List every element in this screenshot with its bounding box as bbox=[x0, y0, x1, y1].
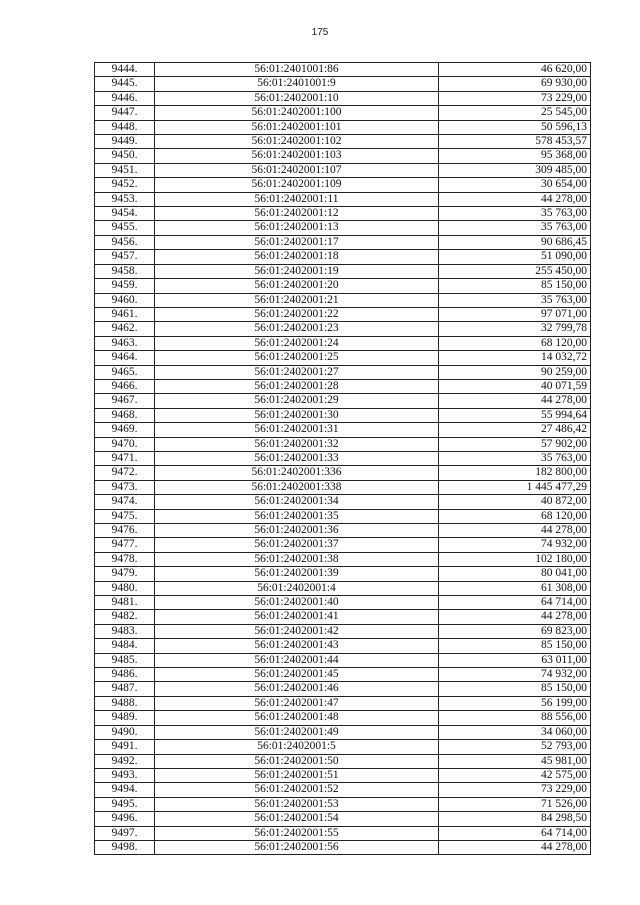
cadastral-value: 14 032,72 bbox=[439, 351, 591, 365]
cadastral-number: 56:01:2402001:45 bbox=[155, 668, 439, 682]
row-number: 9452. bbox=[95, 178, 155, 192]
table-row bbox=[95, 495, 591, 509]
row-number: 9484. bbox=[95, 639, 155, 653]
table-row bbox=[95, 408, 591, 422]
table-row bbox=[95, 768, 591, 782]
row-number: 9456. bbox=[95, 235, 155, 249]
cadastral-number: 56:01:2402001:33 bbox=[155, 451, 439, 465]
cadastral-value: 32 799,78 bbox=[439, 322, 591, 336]
row-number: 9468. bbox=[95, 408, 155, 422]
cadastral-number: 56:01:2401001:9 bbox=[155, 77, 439, 91]
table-row bbox=[95, 178, 591, 192]
table-row bbox=[95, 106, 591, 120]
table-row bbox=[95, 696, 591, 710]
table-row bbox=[95, 754, 591, 768]
cadastral-number: 56:01:2402001:41 bbox=[155, 610, 439, 624]
table-row bbox=[95, 711, 591, 725]
cadastral-number: 56:01:2402001:36 bbox=[155, 524, 439, 538]
table-row bbox=[95, 264, 591, 278]
cadastral-value: 30 654,00 bbox=[439, 178, 591, 192]
table-body bbox=[95, 63, 591, 855]
cadastral-number: 56:01:2402001:103 bbox=[155, 149, 439, 163]
row-number: 9491. bbox=[95, 740, 155, 754]
row-number: 9470. bbox=[95, 437, 155, 451]
row-number: 9454. bbox=[95, 207, 155, 221]
table-row bbox=[95, 451, 591, 465]
cadastral-value: 61 308,00 bbox=[439, 581, 591, 595]
row-number: 9444. bbox=[95, 63, 155, 77]
cadastral-number: 56:01:2402001:50 bbox=[155, 754, 439, 768]
cadastral-number: 56:01:2402001:4 bbox=[155, 581, 439, 595]
cadastral-value-table bbox=[94, 62, 591, 855]
row-number: 9498. bbox=[95, 840, 155, 854]
table-row bbox=[95, 682, 591, 696]
table-row bbox=[95, 524, 591, 538]
table-row bbox=[95, 596, 591, 610]
cadastral-value: 27 486,42 bbox=[439, 423, 591, 437]
row-number: 9458. bbox=[95, 264, 155, 278]
table-row bbox=[95, 466, 591, 480]
row-number: 9477. bbox=[95, 538, 155, 552]
table-row bbox=[95, 63, 591, 77]
table-row bbox=[95, 351, 591, 365]
cadastral-value: 35 763,00 bbox=[439, 293, 591, 307]
cadastral-number: 56:01:2402001:44 bbox=[155, 653, 439, 667]
cadastral-number: 56:01:2402001:35 bbox=[155, 509, 439, 523]
table-row bbox=[95, 538, 591, 552]
table-row bbox=[95, 120, 591, 134]
cadastral-value: 63 011,00 bbox=[439, 653, 591, 667]
cadastral-value: 46 620,00 bbox=[439, 63, 591, 77]
cadastral-value: 90 686,45 bbox=[439, 235, 591, 249]
cadastral-number: 56:01:2402001:17 bbox=[155, 235, 439, 249]
cadastral-number: 56:01:2402001:42 bbox=[155, 624, 439, 638]
cadastral-number: 56:01:2402001:43 bbox=[155, 639, 439, 653]
table-row bbox=[95, 379, 591, 393]
row-number: 9478. bbox=[95, 552, 155, 566]
row-number: 9459. bbox=[95, 279, 155, 293]
row-number: 9451. bbox=[95, 163, 155, 177]
cadastral-number: 56:01:2402001:31 bbox=[155, 423, 439, 437]
cadastral-value: 90 259,00 bbox=[439, 365, 591, 379]
cadastral-number: 56:01:2402001:21 bbox=[155, 293, 439, 307]
cadastral-value: 64 714,00 bbox=[439, 826, 591, 840]
cadastral-value: 44 278,00 bbox=[439, 524, 591, 538]
row-number: 9466. bbox=[95, 379, 155, 393]
cadastral-number: 56:01:2402001:18 bbox=[155, 250, 439, 264]
row-number: 9448. bbox=[95, 120, 155, 134]
cadastral-value: 34 060,00 bbox=[439, 725, 591, 739]
cadastral-number: 56:01:2402001:5 bbox=[155, 740, 439, 754]
row-number: 9471. bbox=[95, 451, 155, 465]
cadastral-number: 56:01:2402001:52 bbox=[155, 783, 439, 797]
cadastral-value: 97 071,00 bbox=[439, 307, 591, 321]
table-row bbox=[95, 293, 591, 307]
table-row bbox=[95, 250, 591, 264]
cadastral-value: 1 445 477,29 bbox=[439, 480, 591, 494]
cadastral-number: 56:01:2402001:38 bbox=[155, 552, 439, 566]
table-row bbox=[95, 307, 591, 321]
cadastral-number: 56:01:2402001:28 bbox=[155, 379, 439, 393]
cadastral-number: 56:01:2402001:109 bbox=[155, 178, 439, 192]
cadastral-value: 40 071,59 bbox=[439, 379, 591, 393]
cadastral-number: 56:01:2402001:20 bbox=[155, 279, 439, 293]
row-number: 9486. bbox=[95, 668, 155, 682]
row-number: 9496. bbox=[95, 812, 155, 826]
cadastral-number: 56:01:2402001:55 bbox=[155, 826, 439, 840]
row-number: 9463. bbox=[95, 336, 155, 350]
table-row bbox=[95, 336, 591, 350]
cadastral-number: 56:01:2402001:23 bbox=[155, 322, 439, 336]
cadastral-value: 51 090,00 bbox=[439, 250, 591, 264]
table-row bbox=[95, 740, 591, 754]
cadastral-value: 64 714,00 bbox=[439, 596, 591, 610]
cadastral-value: 35 763,00 bbox=[439, 207, 591, 221]
table-row bbox=[95, 163, 591, 177]
cadastral-number: 56:01:2402001:48 bbox=[155, 711, 439, 725]
cadastral-number: 56:01:2402001:25 bbox=[155, 351, 439, 365]
table-row bbox=[95, 797, 591, 811]
row-number: 9457. bbox=[95, 250, 155, 264]
row-number: 9480. bbox=[95, 581, 155, 595]
cadastral-value: 68 120,00 bbox=[439, 336, 591, 350]
table-row bbox=[95, 783, 591, 797]
row-number: 9488. bbox=[95, 696, 155, 710]
cadastral-value: 40 872,00 bbox=[439, 495, 591, 509]
table-row bbox=[95, 725, 591, 739]
table-row bbox=[95, 552, 591, 566]
table-row bbox=[95, 437, 591, 451]
cadastral-value: 44 278,00 bbox=[439, 394, 591, 408]
cadastral-value: 69 823,00 bbox=[439, 624, 591, 638]
row-number: 9469. bbox=[95, 423, 155, 437]
row-number: 9464. bbox=[95, 351, 155, 365]
row-number: 9449. bbox=[95, 135, 155, 149]
table-row bbox=[95, 581, 591, 595]
row-number: 9445. bbox=[95, 77, 155, 91]
cadastral-number: 56:01:2402001:32 bbox=[155, 437, 439, 451]
table-row bbox=[95, 192, 591, 206]
cadastral-number: 56:01:2402001:46 bbox=[155, 682, 439, 696]
cadastral-number: 56:01:2402001:338 bbox=[155, 480, 439, 494]
cadastral-number: 56:01:2402001:102 bbox=[155, 135, 439, 149]
cadastral-value: 25 545,00 bbox=[439, 106, 591, 120]
cadastral-number: 56:01:2402001:13 bbox=[155, 221, 439, 235]
cadastral-value: 44 278,00 bbox=[439, 610, 591, 624]
table-row bbox=[95, 135, 591, 149]
cadastral-number: 56:01:2402001:47 bbox=[155, 696, 439, 710]
cadastral-number: 56:01:2402001:40 bbox=[155, 596, 439, 610]
cadastral-value: 85 150,00 bbox=[439, 639, 591, 653]
row-number: 9467. bbox=[95, 394, 155, 408]
row-number: 9450. bbox=[95, 149, 155, 163]
cadastral-value: 85 150,00 bbox=[439, 279, 591, 293]
cadastral-number: 56:01:2402001:11 bbox=[155, 192, 439, 206]
cadastral-value: 69 930,00 bbox=[439, 77, 591, 91]
table-row bbox=[95, 639, 591, 653]
row-number: 9455. bbox=[95, 221, 155, 235]
cadastral-number: 56:01:2402001:49 bbox=[155, 725, 439, 739]
cadastral-number: 56:01:2402001:22 bbox=[155, 307, 439, 321]
cadastral-value: 44 278,00 bbox=[439, 192, 591, 206]
cadastral-number: 56:01:2402001:56 bbox=[155, 840, 439, 854]
table-row bbox=[95, 394, 591, 408]
cadastral-value: 57 902,00 bbox=[439, 437, 591, 451]
table-row bbox=[95, 480, 591, 494]
cadastral-number: 56:01:2402001:107 bbox=[155, 163, 439, 177]
cadastral-value: 85 150,00 bbox=[439, 682, 591, 696]
cadastral-number: 56:01:2402001:51 bbox=[155, 768, 439, 782]
cadastral-number: 56:01:2402001:10 bbox=[155, 91, 439, 105]
cadastral-value: 45 981,00 bbox=[439, 754, 591, 768]
cadastral-value: 74 932,00 bbox=[439, 538, 591, 552]
cadastral-number: 56:01:2402001:19 bbox=[155, 264, 439, 278]
table-row bbox=[95, 668, 591, 682]
cadastral-value: 74 932,00 bbox=[439, 668, 591, 682]
row-number: 9494. bbox=[95, 783, 155, 797]
table-row bbox=[95, 207, 591, 221]
cadastral-value: 255 450,00 bbox=[439, 264, 591, 278]
row-number: 9487. bbox=[95, 682, 155, 696]
cadastral-number: 56:01:2402001:101 bbox=[155, 120, 439, 134]
table-row bbox=[95, 610, 591, 624]
page-number: 175 bbox=[311, 27, 329, 38]
table-row bbox=[95, 91, 591, 105]
table-row bbox=[95, 149, 591, 163]
row-number: 9481. bbox=[95, 596, 155, 610]
table-row bbox=[95, 322, 591, 336]
cadastral-value: 71 526,00 bbox=[439, 797, 591, 811]
cadastral-value: 88 556,00 bbox=[439, 711, 591, 725]
row-number: 9495. bbox=[95, 797, 155, 811]
cadastral-value: 95 368,00 bbox=[439, 149, 591, 163]
cadastral-value: 182 800,00 bbox=[439, 466, 591, 480]
cadastral-number: 56:01:2402001:24 bbox=[155, 336, 439, 350]
row-number: 9472. bbox=[95, 466, 155, 480]
cadastral-number: 56:01:2402001:100 bbox=[155, 106, 439, 120]
row-number: 9493. bbox=[95, 768, 155, 782]
row-number: 9461. bbox=[95, 307, 155, 321]
table-row bbox=[95, 624, 591, 638]
cadastral-value: 578 453,57 bbox=[439, 135, 591, 149]
table-row bbox=[95, 653, 591, 667]
cadastral-value: 73 229,00 bbox=[439, 91, 591, 105]
cadastral-number: 56:01:2402001:54 bbox=[155, 812, 439, 826]
table-row bbox=[95, 77, 591, 91]
row-number: 9453. bbox=[95, 192, 155, 206]
cadastral-number: 56:01:2402001:34 bbox=[155, 495, 439, 509]
cadastral-value: 309 485,00 bbox=[439, 163, 591, 177]
row-number: 9485. bbox=[95, 653, 155, 667]
cadastral-number: 56:01:2402001:29 bbox=[155, 394, 439, 408]
row-number: 9489. bbox=[95, 711, 155, 725]
cadastral-number: 56:01:2402001:30 bbox=[155, 408, 439, 422]
cadastral-number: 56:01:2402001:12 bbox=[155, 207, 439, 221]
cadastral-number: 56:01:2401001:86 bbox=[155, 63, 439, 77]
cadastral-value: 35 763,00 bbox=[439, 221, 591, 235]
row-number: 9482. bbox=[95, 610, 155, 624]
row-number: 9447. bbox=[95, 106, 155, 120]
cadastral-value: 50 596,13 bbox=[439, 120, 591, 134]
cadastral-value: 52 793,00 bbox=[439, 740, 591, 754]
table-row bbox=[95, 279, 591, 293]
cadastral-value: 56 199,00 bbox=[439, 696, 591, 710]
cadastral-value: 68 120,00 bbox=[439, 509, 591, 523]
cadastral-value: 44 278,00 bbox=[439, 840, 591, 854]
row-number: 9483. bbox=[95, 624, 155, 638]
cadastral-value: 35 763,00 bbox=[439, 451, 591, 465]
row-number: 9479. bbox=[95, 567, 155, 581]
cadastral-value: 102 180,00 bbox=[439, 552, 591, 566]
table-row bbox=[95, 365, 591, 379]
row-number: 9497. bbox=[95, 826, 155, 840]
cadastral-number: 56:01:2402001:27 bbox=[155, 365, 439, 379]
cadastral-value: 55 994,64 bbox=[439, 408, 591, 422]
row-number: 9473. bbox=[95, 480, 155, 494]
row-number: 9476. bbox=[95, 524, 155, 538]
cadastral-number: 56:01:2402001:336 bbox=[155, 466, 439, 480]
row-number: 9462. bbox=[95, 322, 155, 336]
row-number: 9460. bbox=[95, 293, 155, 307]
table-row bbox=[95, 235, 591, 249]
table-row bbox=[95, 840, 591, 854]
cadastral-value: 73 229,00 bbox=[439, 783, 591, 797]
table-row bbox=[95, 509, 591, 523]
cadastral-value: 80 041,00 bbox=[439, 567, 591, 581]
cadastral-value: 42 575,00 bbox=[439, 768, 591, 782]
row-number: 9465. bbox=[95, 365, 155, 379]
cadastral-number: 56:01:2402001:37 bbox=[155, 538, 439, 552]
cadastral-value: 84 298,50 bbox=[439, 812, 591, 826]
row-number: 9474. bbox=[95, 495, 155, 509]
cadastral-number: 56:01:2402001:53 bbox=[155, 797, 439, 811]
table-row bbox=[95, 221, 591, 235]
table-row bbox=[95, 567, 591, 581]
cadastral-number: 56:01:2402001:39 bbox=[155, 567, 439, 581]
row-number: 9490. bbox=[95, 725, 155, 739]
row-number: 9492. bbox=[95, 754, 155, 768]
row-number: 9475. bbox=[95, 509, 155, 523]
table-row bbox=[95, 826, 591, 840]
row-number: 9446. bbox=[95, 91, 155, 105]
table-row bbox=[95, 812, 591, 826]
table-row bbox=[95, 423, 591, 437]
